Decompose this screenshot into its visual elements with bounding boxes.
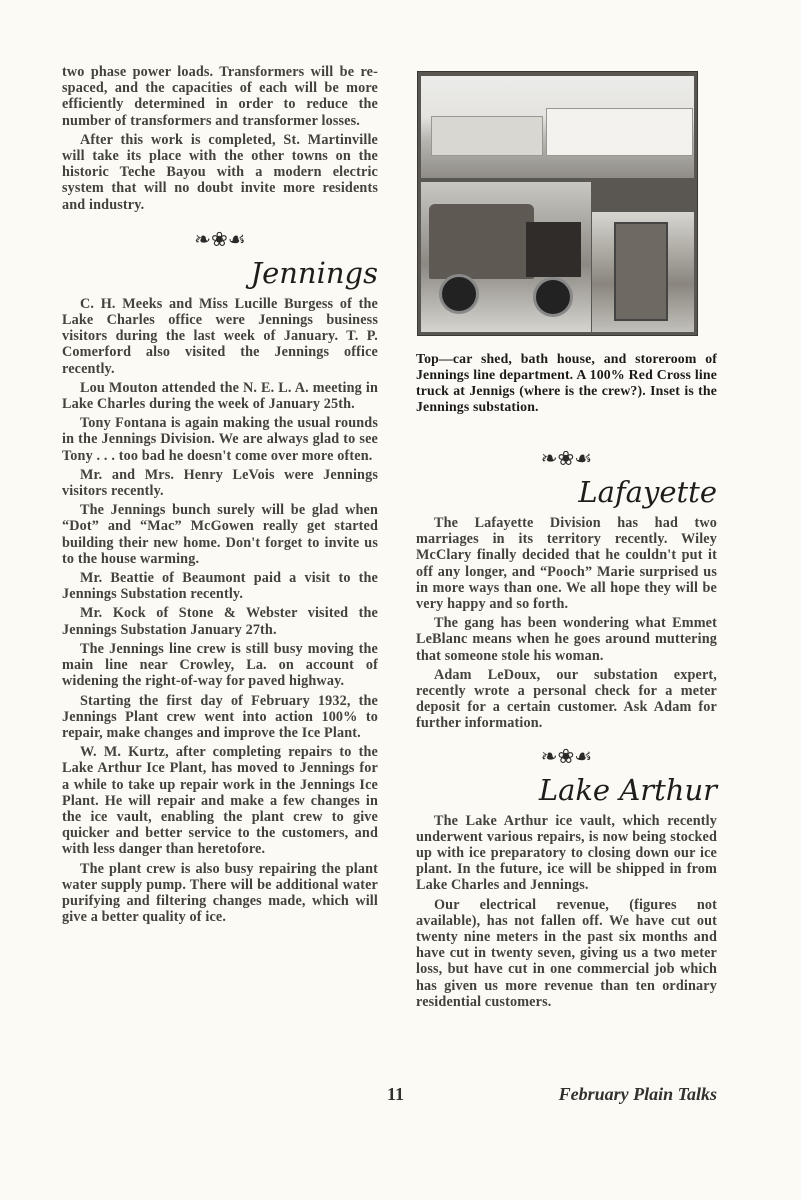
paragraph: Mr. and Mrs. Henry LeVois were Jennings visitors recently. bbox=[62, 466, 378, 500]
paragraph: Lou Mouton attended the N. E. L. A. meeting in Lake Charles during the week of January 25th. bbox=[62, 379, 378, 413]
publication-title: February Plain Talks bbox=[558, 1084, 717, 1104]
photo-jennings-line-department bbox=[417, 71, 698, 336]
truck bbox=[429, 204, 534, 279]
paragraph: The gang has been wondering what Emmet LeBlanc means when he goes around muttering that someone stole his woman. bbox=[416, 615, 717, 664]
paragraph: Our electrical revenue, (figures not available), has not fallen off. We have cut out twenty nine meters in the past six months and have cut in twenty seven, giving us a two meter loss, but have cut in one commercial job which has given us more revenue than ten ordinary residential customers. bbox=[416, 896, 717, 1010]
paragraph: The plant crew is also busy repairing the plant water supply pump. There will be additional water purifying and filtering changes made, which will give a better quality of ice. bbox=[62, 860, 378, 926]
section-heading-lafayette: Lafayette bbox=[578, 475, 717, 509]
building bbox=[431, 116, 543, 156]
photo-line-truck bbox=[421, 182, 591, 332]
paragraph: C. H. Meeks and Miss Lucille Burgess of the Lake Charles office were Jennings business visitors during the last week of January. T. P. Comerford also visited the Jennings office recently. bbox=[62, 295, 378, 377]
paragraph: Tony Fontana is again making the usual rounds in the Jennings Division. We are always glad to see Tony . . . too bad he doesn't come over more often. bbox=[62, 415, 378, 464]
left-column bbox=[62, 64, 378, 928]
paragraph: The Lafayette Division has had two marriages in its territory recently. Wiley McClary finally decided that he couldn't put it off any longer, and “Pooch” Marie surprised us in more ways than one. We all hope they will be very happy and so forth. bbox=[416, 515, 717, 613]
paragraph: The Jennings bunch surely will be glad when “Dot” and “Mac” McGowen really get started building their new home. Don't forget to invite us to the house warming. bbox=[62, 502, 378, 567]
paragraph: The Lake Arthur ice vault, which recently underwent various repairs, is now being stocked up with ice preparatory to closing down our ice plant. In the future, ice will be shipped in from Lake Charles and Jennings. bbox=[416, 812, 717, 894]
section-heading-lake-arthur: Lake Arthur bbox=[538, 772, 717, 807]
wheel bbox=[439, 274, 479, 314]
paragraph: The Jennings line crew is still busy moving the main line near Crowley, La. on account of widening the right-of-way for paved highway. bbox=[62, 640, 378, 690]
photo-car-shed bbox=[421, 76, 694, 178]
ornament-icon: ❧❀☙ bbox=[540, 448, 593, 470]
right-column bbox=[416, 436, 717, 1013]
paragraph: Starting the first day of February 1932, the Jennings Plant crew went into action 100% to repair, make changes and improve the Ice Plant. bbox=[62, 692, 378, 741]
ornament-icon: ❧❀☙ bbox=[540, 745, 593, 768]
ornament-icon: ❧❀☙ bbox=[194, 228, 246, 251]
paragraph: After this work is completed, St. Martinville will take its place with the other towns on the historic Teche Bayou with a modern electric system that will no doubt invite more residents and industry. bbox=[62, 131, 378, 213]
section-heading-jennings: Jennings bbox=[250, 255, 378, 290]
building bbox=[546, 108, 693, 156]
substation bbox=[614, 222, 668, 321]
photo-caption bbox=[416, 351, 717, 418]
paragraph: two phase power loads. Transformers will be re-spaced, and the capacities of each will be more efficiently determined in order to reduce the number of transformers and transformer losses. bbox=[62, 64, 378, 129]
paragraph: Adam LeDoux, our substation expert, recently wrote a personal check for a meter deposit for a certain customer. Ask Adam for further information. bbox=[416, 666, 717, 732]
page-number: 11 bbox=[387, 1084, 405, 1104]
caption-text: Top—car shed, bath house, and storeroom of Jennings line department. A 100% Red Cross line truck at Jennigs (where is the crew?). Inset is the Jennings substation. bbox=[416, 351, 717, 414]
paragraph: Mr. Beattie of Beaumont paid a visit to the Jennings Substation recently. bbox=[62, 570, 378, 603]
paragraph: Mr. Kock of Stone & Webster visited the Jennings Substation January 27th. bbox=[62, 605, 378, 638]
photo-inset-substation bbox=[592, 212, 694, 332]
truck-cab bbox=[526, 222, 581, 277]
paragraph: W. M. Kurtz, after completing repairs to the Lake Arthur Ice Plant, has moved to Jennings for a while to take up repair work in the Jennings Ice Plant. He will repair and make a few changes in the ice vault, enabling the plant crew to give quicker and better service to the customers, and with less danger than heretofore. bbox=[62, 744, 378, 858]
wheel bbox=[533, 277, 573, 317]
